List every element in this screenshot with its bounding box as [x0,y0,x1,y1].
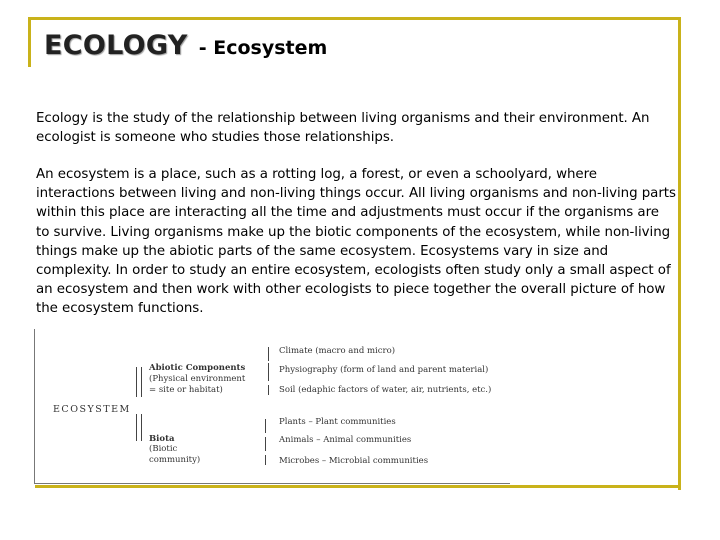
diagram-abiotic-item-soil: Soil (edaphic factors of water, air, nutrients, etc.) [279,385,492,395]
diagram-connector-lower [136,414,142,441]
diagram-abiotic-bracket-mid [268,363,269,381]
diagram-abiotic-label: Abiotic Components [149,363,246,373]
diagram-biota-bracket-top [265,419,266,433]
title-subtitle: - Ecosystem [198,37,328,59]
slide-frame-top [28,17,678,20]
ecosystem-intro-text: An [36,167,58,182]
slide-title [44,30,327,61]
ecology-definition-paragraph [36,109,676,147]
diagram-abiotic-desc-2: = site or habitat) [149,385,223,395]
diagram-biota-desc-1: (Biotic [149,444,178,454]
slide-frame-right [678,17,681,490]
ecosystem-body-text: is a place, such as a rotting log, a forest, or even a schoolyard, where interactions between living and non-living things occur. All living organisms and non-living parts within this place are interacting all the time and adjustments must occur if the organisms are to survive. Living organisms make up the biotic components of the ecosystem, while non-living things make up the abiotic parts of the same ecosystem. Ecosystems vary in size and complexity. In order to study an entire ecosystem, ecologists often study only a small aspect of an ecosystem and then work with other ecologists to piece together the overall picture of how the ecosystem functions. [36,167,676,317]
diagram-biota-bracket-mid [265,437,266,451]
ecosystem-diagram [34,329,510,484]
diagram-biota-item-plants: Plants – Plant communities [279,417,396,427]
diagram-abiotic-bracket-bottom [268,385,269,395]
diagram-connector-upper [136,367,142,397]
term-ecosystem: ecosystem [57,167,130,182]
ecosystem-paragraph [36,165,676,319]
diagram-abiotic-desc-1: (Physical environment [149,374,246,384]
diagram-biota-bracket-bottom [265,455,266,465]
ecology-definition-text: is the study of the relationship between living organisms and their environment. An ecologist is someone who studies those relationships. [36,111,650,146]
diagram-abiotic-item-climate: Climate (macro and micro) [279,346,396,356]
slide-frame-left [28,17,31,67]
title-main: ECOLOGY [44,30,188,61]
diagram-biota-desc-2: community) [149,455,201,465]
diagram-root-ecosystem: ECOSYSTEM [53,404,131,415]
term-ecology: Ecology [36,111,89,126]
diagram-biota-label: Biota [149,434,175,444]
diagram-biota-item-animals: Animals – Animal communities [279,435,412,445]
slide-frame-bottom [35,485,681,488]
diagram-biota-item-microbes: Microbes – Microbial communities [279,456,429,466]
diagram-abiotic-item-physiography: Physiography (form of land and parent material) [279,365,489,375]
diagram-abiotic-bracket-top [268,347,269,361]
